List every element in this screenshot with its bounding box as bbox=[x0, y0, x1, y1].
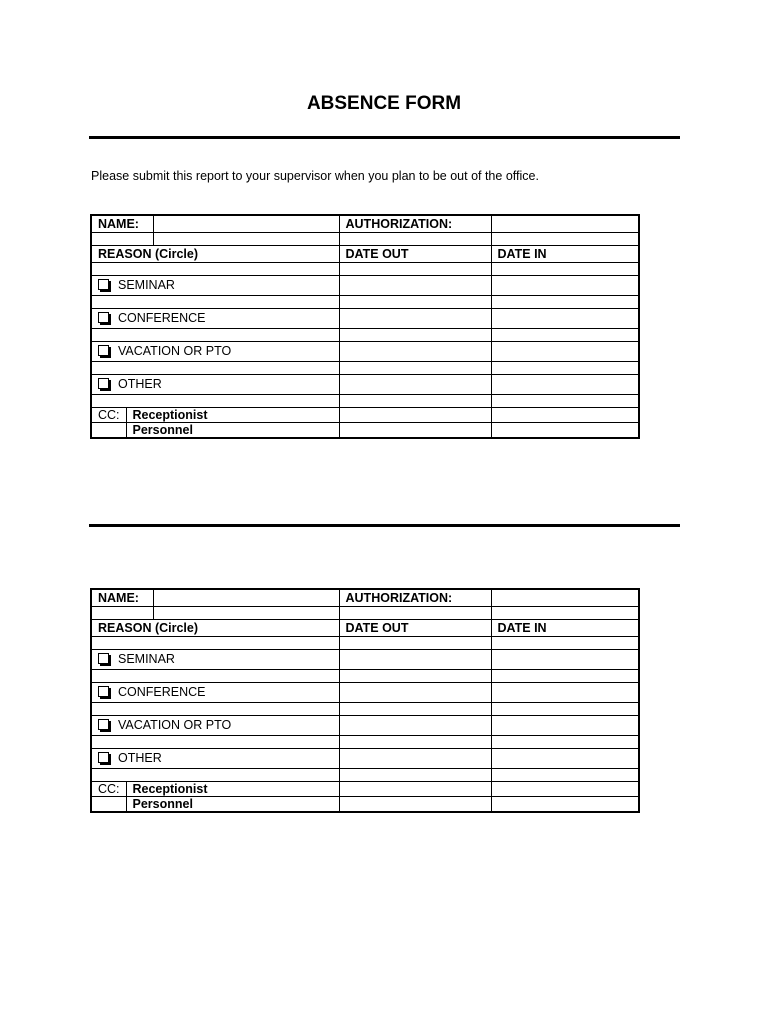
authorization-field[interactable] bbox=[491, 215, 639, 232]
date-out-field[interactable] bbox=[339, 669, 491, 682]
reason-option-label: CONFERENCE bbox=[118, 685, 206, 699]
authorization-field-2[interactable] bbox=[491, 606, 639, 619]
date-out-field[interactable] bbox=[339, 796, 491, 812]
authorization-field[interactable] bbox=[491, 589, 639, 606]
reason-option-conference[interactable] bbox=[91, 682, 339, 702]
date-out-field[interactable] bbox=[339, 649, 491, 669]
authorization-spacer bbox=[339, 606, 491, 619]
cc-label: CC: bbox=[91, 781, 126, 796]
spacer bbox=[91, 262, 339, 275]
cc-receptionist: Receptionist bbox=[126, 407, 339, 422]
date-in-field[interactable] bbox=[491, 275, 639, 295]
name-field[interactable] bbox=[153, 589, 339, 606]
reason-option-vacation[interactable] bbox=[91, 341, 339, 361]
absence-form-2 bbox=[90, 588, 640, 813]
reason-option-label: SEMINAR bbox=[118, 652, 175, 666]
date-out-field[interactable] bbox=[339, 407, 491, 422]
date-out-label: DATE OUT bbox=[339, 245, 491, 262]
spacer bbox=[91, 702, 339, 715]
name-field-2[interactable] bbox=[153, 606, 339, 619]
reason-option-conference[interactable] bbox=[91, 308, 339, 328]
date-in-field[interactable] bbox=[491, 361, 639, 374]
date-in-field[interactable] bbox=[491, 636, 639, 649]
spacer bbox=[91, 394, 339, 407]
date-in-field[interactable] bbox=[491, 262, 639, 275]
name-spacer bbox=[91, 606, 153, 619]
reason-option-vacation[interactable] bbox=[91, 715, 339, 735]
reason-label: REASON (Circle) bbox=[91, 619, 339, 636]
reason-option-label: VACATION OR PTO bbox=[118, 344, 232, 358]
spacer bbox=[91, 328, 339, 341]
authorization-spacer bbox=[339, 232, 491, 245]
date-in-field[interactable] bbox=[491, 295, 639, 308]
authorization-label: AUTHORIZATION: bbox=[339, 589, 491, 606]
cc-spacer bbox=[91, 796, 126, 812]
date-out-field[interactable] bbox=[339, 781, 491, 796]
date-in-field[interactable] bbox=[491, 341, 639, 361]
date-out-field[interactable] bbox=[339, 394, 491, 407]
date-out-field[interactable] bbox=[339, 308, 491, 328]
date-in-field[interactable] bbox=[491, 308, 639, 328]
reason-option-label: OTHER bbox=[118, 751, 162, 765]
instructions-text: Please submit this report to your supervisor when you plan to be out of the office. bbox=[91, 169, 539, 183]
cc-spacer bbox=[91, 422, 126, 438]
date-out-field[interactable] bbox=[339, 361, 491, 374]
date-in-field[interactable] bbox=[491, 374, 639, 394]
date-in-field[interactable] bbox=[491, 702, 639, 715]
cc-label: CC: bbox=[91, 407, 126, 422]
title-divider bbox=[89, 136, 680, 139]
date-in-field[interactable] bbox=[491, 781, 639, 796]
date-out-field[interactable] bbox=[339, 715, 491, 735]
page-title: ABSENCE FORM bbox=[306, 93, 462, 114]
spacer bbox=[91, 735, 339, 748]
checkbox-icon[interactable] bbox=[98, 719, 109, 730]
name-label: NAME: bbox=[91, 589, 153, 606]
name-label: NAME: bbox=[91, 215, 153, 232]
date-in-field[interactable] bbox=[491, 407, 639, 422]
date-out-field[interactable] bbox=[339, 636, 491, 649]
checkbox-icon[interactable] bbox=[98, 653, 109, 664]
name-field-2[interactable] bbox=[153, 232, 339, 245]
date-out-field[interactable] bbox=[339, 422, 491, 438]
date-in-field[interactable] bbox=[491, 649, 639, 669]
reason-option-seminar[interactable] bbox=[91, 649, 339, 669]
date-out-field[interactable] bbox=[339, 748, 491, 768]
date-out-field[interactable] bbox=[339, 374, 491, 394]
date-in-field[interactable] bbox=[491, 768, 639, 781]
date-in-label: DATE IN bbox=[491, 245, 639, 262]
reason-option-label: CONFERENCE bbox=[118, 311, 206, 325]
checkbox-icon[interactable] bbox=[98, 279, 109, 290]
name-spacer bbox=[91, 232, 153, 245]
date-out-field[interactable] bbox=[339, 295, 491, 308]
reason-option-seminar[interactable] bbox=[91, 275, 339, 295]
spacer bbox=[91, 361, 339, 374]
name-field[interactable] bbox=[153, 215, 339, 232]
date-out-field[interactable] bbox=[339, 341, 491, 361]
date-out-field[interactable] bbox=[339, 328, 491, 341]
date-in-field[interactable] bbox=[491, 735, 639, 748]
date-in-field[interactable] bbox=[491, 682, 639, 702]
date-out-field[interactable] bbox=[339, 702, 491, 715]
checkbox-icon[interactable] bbox=[98, 345, 109, 356]
date-in-field[interactable] bbox=[491, 669, 639, 682]
date-out-field[interactable] bbox=[339, 262, 491, 275]
reason-option-label: VACATION OR PTO bbox=[118, 718, 232, 732]
reason-option-other[interactable] bbox=[91, 748, 339, 768]
date-in-field[interactable] bbox=[491, 394, 639, 407]
date-in-field[interactable] bbox=[491, 715, 639, 735]
cc-personnel: Personnel bbox=[126, 796, 339, 812]
cc-receptionist: Receptionist bbox=[126, 781, 339, 796]
spacer bbox=[91, 669, 339, 682]
reason-option-label: OTHER bbox=[118, 377, 162, 391]
spacer bbox=[91, 295, 339, 308]
absence-form-1 bbox=[90, 214, 640, 439]
checkbox-icon[interactable] bbox=[98, 312, 109, 323]
checkbox-icon[interactable] bbox=[98, 686, 109, 697]
date-out-label: DATE OUT bbox=[339, 619, 491, 636]
authorization-field-2[interactable] bbox=[491, 232, 639, 245]
date-out-field[interactable] bbox=[339, 682, 491, 702]
spacer bbox=[91, 768, 339, 781]
date-out-field[interactable] bbox=[339, 768, 491, 781]
spacer bbox=[91, 636, 339, 649]
cc-personnel: Personnel bbox=[126, 422, 339, 438]
date-in-field[interactable] bbox=[491, 748, 639, 768]
reason-option-other[interactable] bbox=[91, 374, 339, 394]
form-divider bbox=[89, 524, 680, 527]
checkbox-icon[interactable] bbox=[98, 378, 109, 389]
date-out-field[interactable] bbox=[339, 275, 491, 295]
date-in-label: DATE IN bbox=[491, 619, 639, 636]
reason-label: REASON (Circle) bbox=[91, 245, 339, 262]
date-in-field[interactable] bbox=[491, 422, 639, 438]
checkbox-icon[interactable] bbox=[98, 752, 109, 763]
date-in-field[interactable] bbox=[491, 328, 639, 341]
authorization-label: AUTHORIZATION: bbox=[339, 215, 491, 232]
reason-option-label: SEMINAR bbox=[118, 278, 175, 292]
date-in-field[interactable] bbox=[491, 796, 639, 812]
date-out-field[interactable] bbox=[339, 735, 491, 748]
